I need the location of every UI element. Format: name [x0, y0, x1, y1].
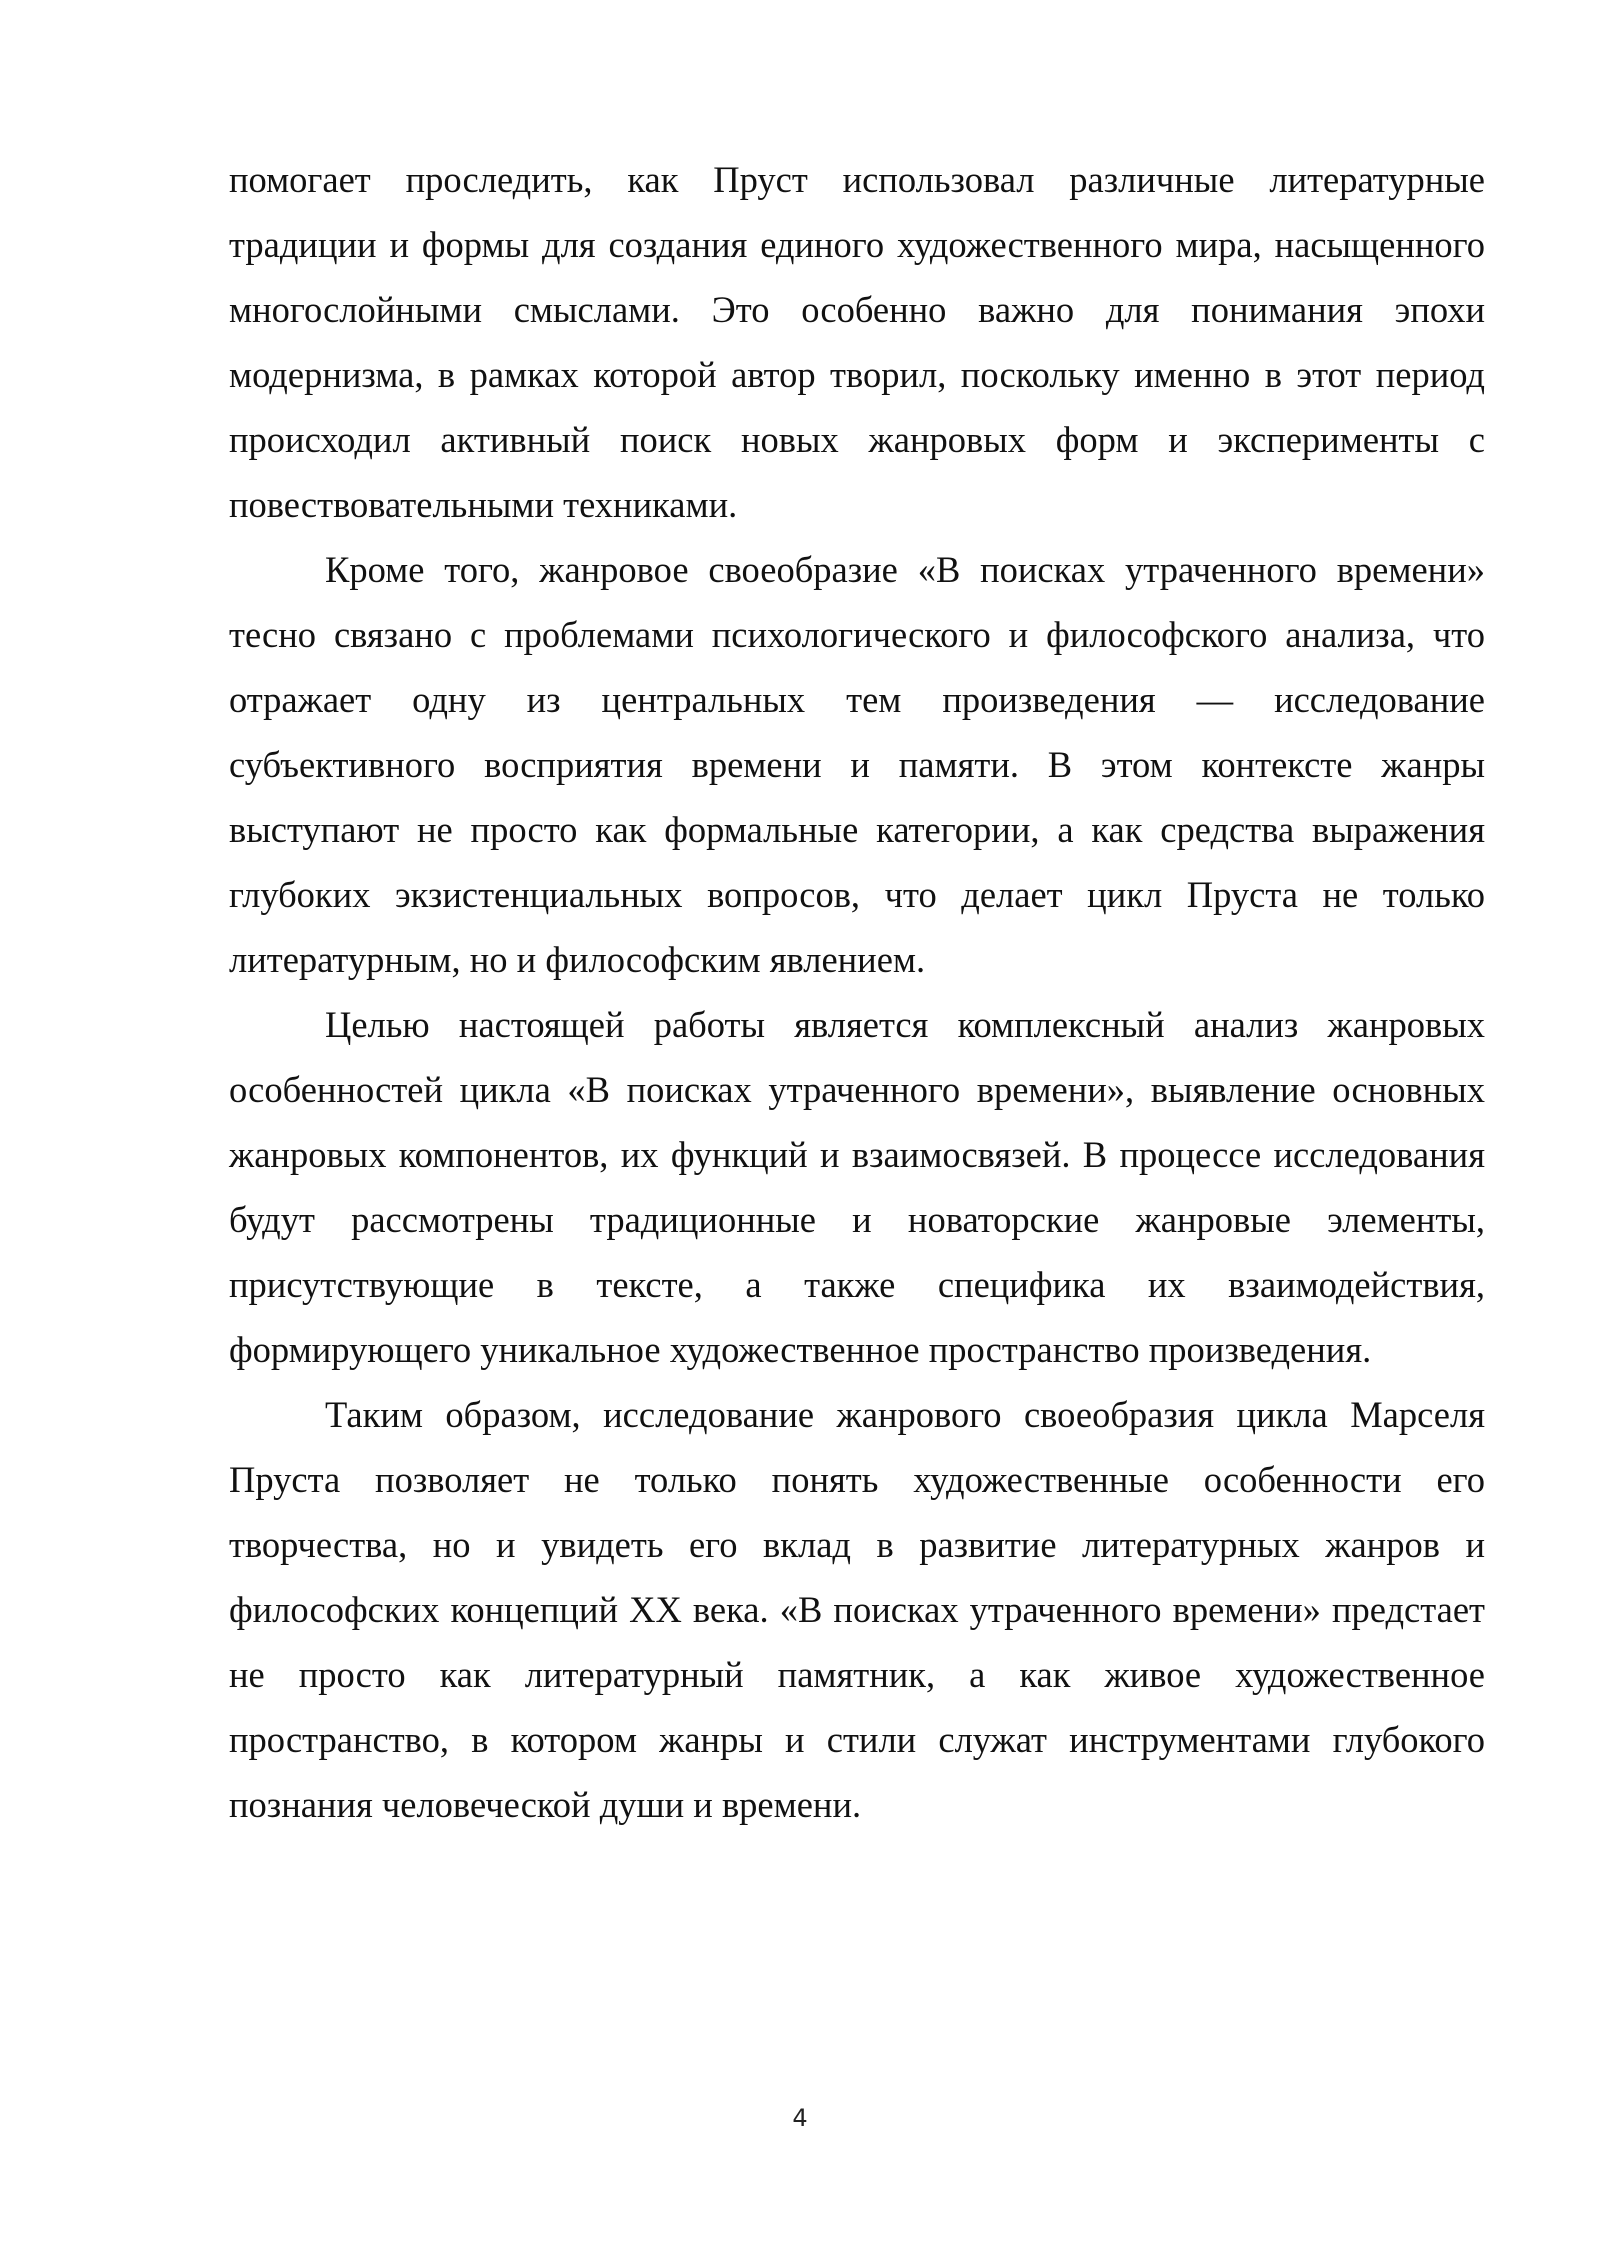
paragraph-3: Целью настоящей работы является комплексный анализ жанровых особенностей цикла «В поисках утраченного времени», выявление основных жанровых компонентов, их функций и взаимосвязей. В процессе исследования будут рассмотрены традиционные и новаторские жанровые элементы, присутствующие в тексте, а также специфика их взаимодействия, формирующего уникальное художественное пространство произведения.: [229, 1004, 1485, 1370]
page-number: 4: [792, 2104, 808, 2132]
body-text: [229, 147, 1485, 1837]
paragraph-1: помогает проследить, как Пруст использовал различные литературные традиции и формы для создания единого художественного мира, насыщенного многослойными смыслами. Это особенно важно для понимания эпохи модернизма, в рамках которой автор творил, поскольку именно в этот период происходил активный поиск новых жанровых форм и эксперименты с повествовательными техниками.: [229, 159, 1485, 525]
paragraph-2: Кроме того, жанровое своеобразие «В поисках утраченного времени» тесно связано с проблемами психологического и философского анализа, что отражает одну из центральных тем произведения — исследование субъективного восприятия времени и памяти. В этом контексте жанры выступают не просто как формальные категории, а как средства выражения глубоких экзистенциальных вопросов, что делает цикл Пруста не только литературным, но и философским явлением.: [229, 549, 1485, 980]
paragraph-4: Таким образом, исследование жанрового своеобразия цикла Марселя Пруста позволяет не только понять художественные особенности его творчества, но и увидеть его вклад в развитие литературных жанров и философских концепций XX века. «В поисках утраченного времени» предстает не просто как литературный памятник, а как живое художественное пространство, в котором жанры и стили служат инструментами глубокого познания человеческой души и времени.: [229, 1394, 1485, 1825]
